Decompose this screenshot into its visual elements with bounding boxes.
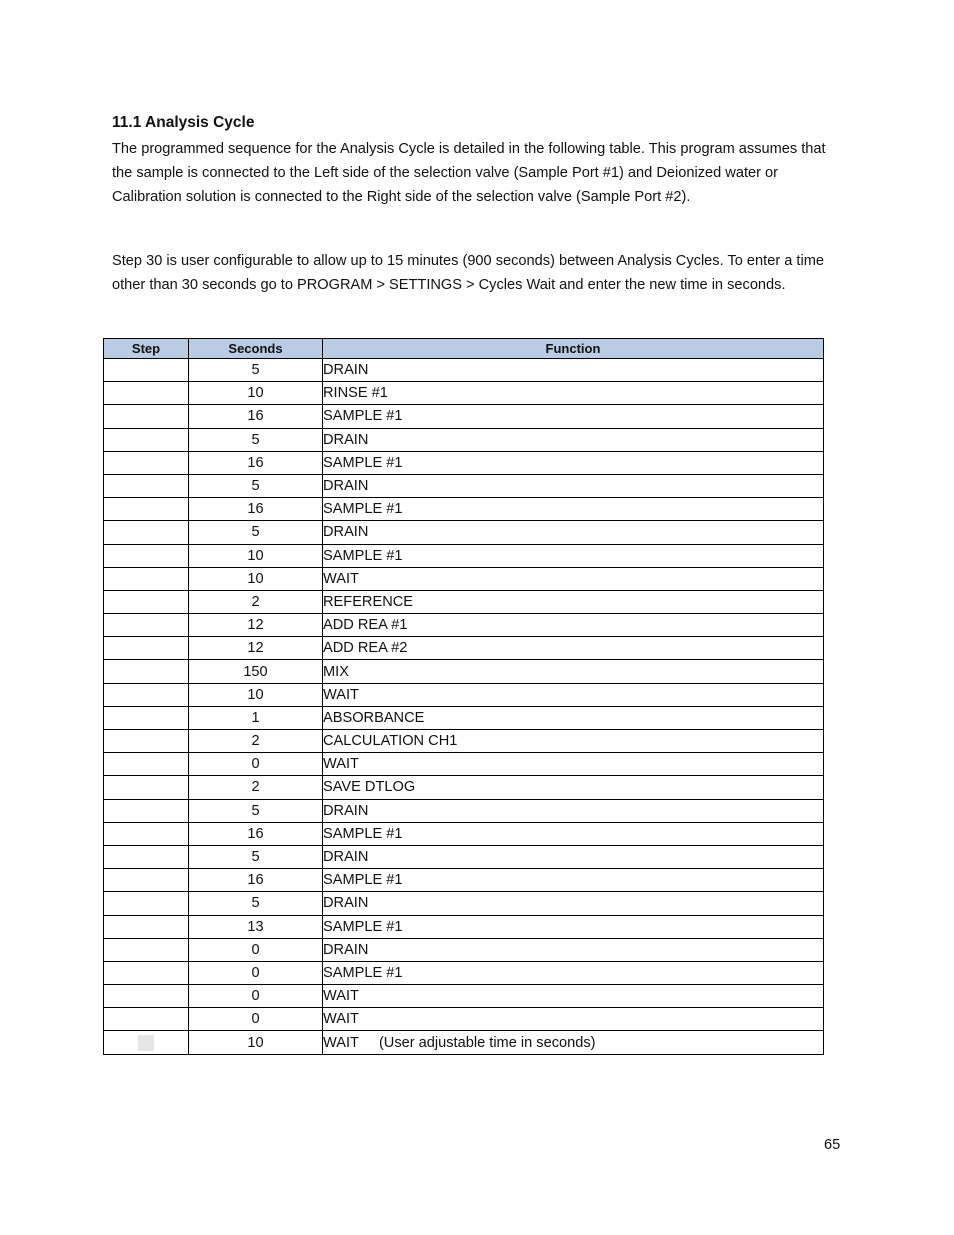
step-cell	[104, 938, 189, 961]
step-cell	[104, 1008, 189, 1031]
table-header-row	[104, 339, 824, 359]
step-cell	[104, 1031, 189, 1054]
function-cell: ADD REA #2	[323, 637, 824, 660]
table-row	[104, 799, 824, 822]
step-cell	[104, 730, 189, 753]
table-row	[104, 1031, 824, 1054]
table-row	[104, 567, 824, 590]
function-cell: DRAIN	[323, 359, 824, 382]
table-row	[104, 776, 824, 799]
table-row	[104, 753, 824, 776]
function-cell: DRAIN	[323, 892, 824, 915]
seconds-cell: 10	[189, 567, 323, 590]
function-cell: DRAIN	[323, 845, 824, 868]
seconds-cell: 16	[189, 498, 323, 521]
seconds-cell: 16	[189, 451, 323, 474]
seconds-cell: 10	[189, 544, 323, 567]
table-row	[104, 1008, 824, 1031]
table-row	[104, 382, 824, 405]
intro-paragraph: The programmed sequence for the Analysis Cycle is detailed in the following table. This program assumes that the sample is connected to the Left side of the selection valve (Sample Port #1) and Deionized water or Calibration solution is connected to the Right side of the selection valve (Sample Port #2).	[112, 141, 826, 205]
step-cell	[104, 382, 189, 405]
seconds-cell: 2	[189, 730, 323, 753]
step-cell	[104, 498, 189, 521]
function-cell: DRAIN	[323, 474, 824, 497]
step-cell	[104, 985, 189, 1008]
function-cell: SAMPLE #1	[323, 915, 824, 938]
table-row	[104, 474, 824, 497]
table-row	[104, 730, 824, 753]
table-row	[104, 405, 824, 428]
table-row	[104, 660, 824, 683]
seconds-cell: 5	[189, 799, 323, 822]
function-cell: SAMPLE #1	[323, 544, 824, 567]
step-cell	[104, 660, 189, 683]
step-cell	[104, 892, 189, 915]
step-cell	[104, 544, 189, 567]
seconds-cell: 10	[189, 683, 323, 706]
seconds-cell: 0	[189, 1008, 323, 1031]
table-body	[104, 359, 824, 1055]
function-cell: WAIT	[323, 985, 824, 1008]
table-row	[104, 822, 824, 845]
step-cell	[104, 706, 189, 729]
function-cell: SAMPLE #1	[323, 822, 824, 845]
step-cell	[104, 776, 189, 799]
highlight-box	[138, 1035, 154, 1051]
page-number: 65	[824, 1137, 841, 1153]
table-row	[104, 451, 824, 474]
table-row	[104, 985, 824, 1008]
analysis-cycle-table	[103, 338, 824, 1055]
step-cell	[104, 822, 189, 845]
step-cell	[104, 451, 189, 474]
seconds-cell: 5	[189, 359, 323, 382]
step-cell	[104, 915, 189, 938]
seconds-cell: 12	[189, 637, 323, 660]
seconds-cell: 13	[189, 915, 323, 938]
function-cell: SAVE DTLOG	[323, 776, 824, 799]
step-cell	[104, 845, 189, 868]
step-cell	[104, 567, 189, 590]
step-cell	[104, 428, 189, 451]
table-row	[104, 521, 824, 544]
function-cell: WAIT	[323, 567, 824, 590]
header-seconds: Seconds	[189, 339, 323, 359]
table-row	[104, 544, 824, 567]
function-cell: DRAIN	[323, 799, 824, 822]
section-heading: 11.1 Analysis Cycle	[112, 114, 255, 131]
function-cell: WAIT	[323, 753, 824, 776]
seconds-cell: 12	[189, 614, 323, 637]
function-cell: WAIT	[323, 683, 824, 706]
seconds-cell: 5	[189, 845, 323, 868]
seconds-cell: 5	[189, 892, 323, 915]
seconds-cell: 0	[189, 938, 323, 961]
function-cell: SAMPLE #1	[323, 498, 824, 521]
step-cell	[104, 961, 189, 984]
seconds-cell: 5	[189, 428, 323, 451]
seconds-cell: 150	[189, 660, 323, 683]
function-cell: DRAIN	[323, 938, 824, 961]
function-cell: ADD REA #1	[323, 614, 824, 637]
seconds-cell: 0	[189, 753, 323, 776]
table-row	[104, 498, 824, 521]
step-cell	[104, 590, 189, 613]
table-row	[104, 637, 824, 660]
function-cell: WAIT (User adjustable time in seconds)	[323, 1031, 824, 1054]
table-row	[104, 590, 824, 613]
function-cell: SAMPLE #1	[323, 961, 824, 984]
seconds-cell: 16	[189, 405, 323, 428]
step-cell	[104, 405, 189, 428]
header-function: Function	[323, 339, 824, 359]
table-row	[104, 869, 824, 892]
table-row	[104, 938, 824, 961]
function-cell: MIX	[323, 660, 824, 683]
step-cell	[104, 799, 189, 822]
step-cell	[104, 753, 189, 776]
seconds-cell: 5	[189, 521, 323, 544]
step-cell	[104, 359, 189, 382]
step-cell	[104, 521, 189, 544]
step-cell	[104, 637, 189, 660]
seconds-cell: 5	[189, 474, 323, 497]
function-cell: DRAIN	[323, 428, 824, 451]
function-cell: SAMPLE #1	[323, 405, 824, 428]
seconds-cell: 16	[189, 869, 323, 892]
seconds-cell: 0	[189, 961, 323, 984]
step-cell	[104, 614, 189, 637]
configuration-paragraph: Step 30 is user configurable to allow up to 15 minutes (900 seconds) between Analysis Cycles. To enter a time other than 30 seconds go to PROGRAM > SETTINGS > Cycles Wait and enter the new time in seconds.	[112, 253, 824, 293]
table-row	[104, 428, 824, 451]
function-cell: REFERENCE	[323, 590, 824, 613]
function-cell: SAMPLE #1	[323, 869, 824, 892]
function-cell: WAIT	[323, 1008, 824, 1031]
function-cell: ABSORBANCE	[323, 706, 824, 729]
function-cell: DRAIN	[323, 521, 824, 544]
table-row	[104, 359, 824, 382]
step-cell	[104, 474, 189, 497]
table-row	[104, 892, 824, 915]
step-cell	[104, 683, 189, 706]
table-row	[104, 683, 824, 706]
table-row	[104, 614, 824, 637]
step-cell	[104, 869, 189, 892]
header-step: Step	[104, 339, 189, 359]
table-row	[104, 961, 824, 984]
function-cell: CALCULATION CH1	[323, 730, 824, 753]
seconds-cell: 2	[189, 590, 323, 613]
function-cell: SAMPLE #1	[323, 451, 824, 474]
function-cell: RINSE #1	[323, 382, 824, 405]
seconds-cell: 10	[189, 1031, 323, 1054]
table-row	[104, 845, 824, 868]
seconds-cell: 16	[189, 822, 323, 845]
table-row	[104, 915, 824, 938]
seconds-cell: 10	[189, 382, 323, 405]
table-row	[104, 706, 824, 729]
seconds-cell: 1	[189, 706, 323, 729]
seconds-cell: 0	[189, 985, 323, 1008]
seconds-cell: 2	[189, 776, 323, 799]
